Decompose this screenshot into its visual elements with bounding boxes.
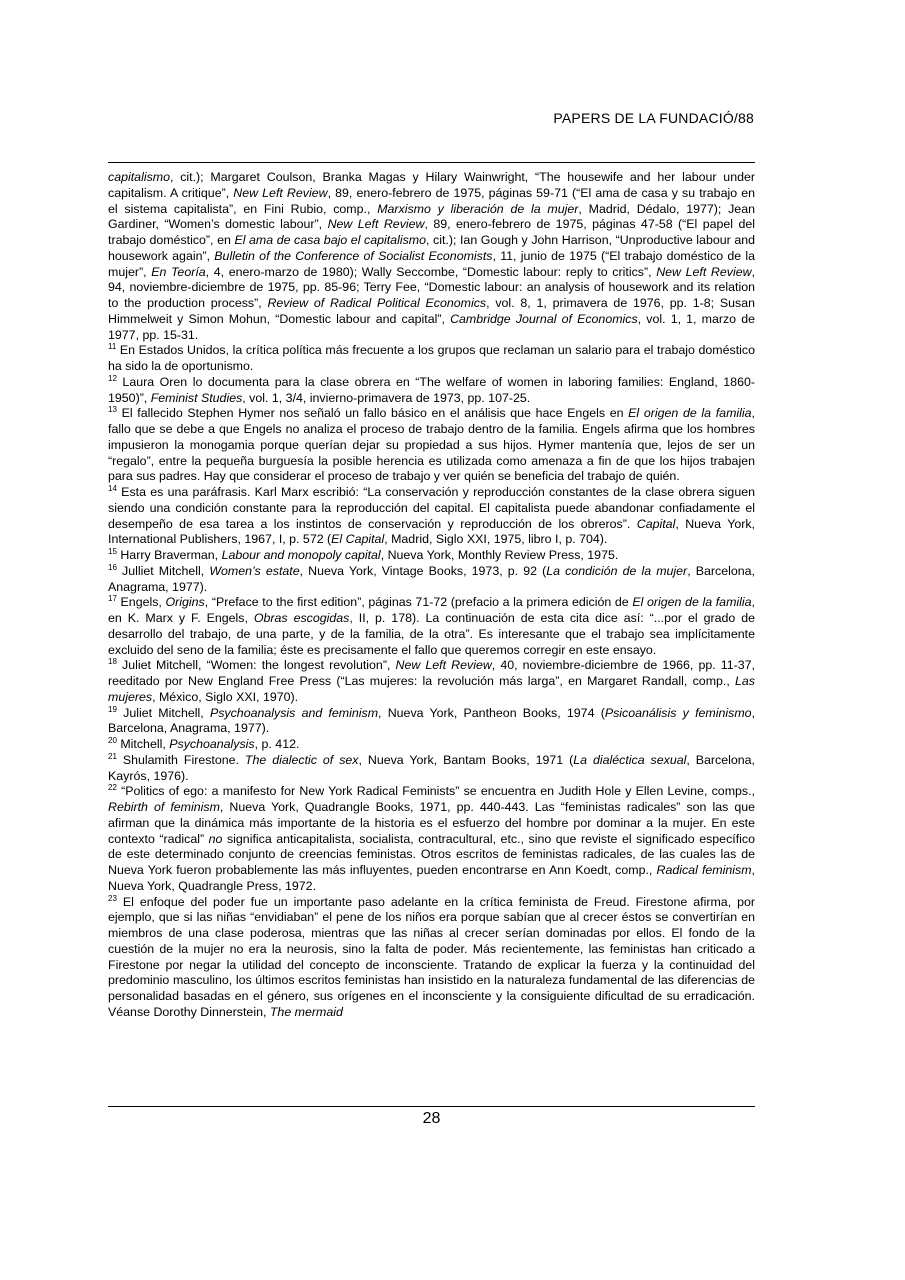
page-number: 28 xyxy=(422,1110,441,1127)
footnote-number: 19 xyxy=(108,704,117,714)
footnote-12 xyxy=(108,375,755,407)
italic-title: Marxismo y liberación de la mujer xyxy=(377,201,579,216)
italic-title: La condición de la mujer xyxy=(546,563,688,578)
footnote-number: 13 xyxy=(108,405,117,415)
italic-title: Radical feminism xyxy=(656,863,752,877)
italic-title: Bulletin of the Conference of Socialist Economists xyxy=(214,248,493,263)
italic-title: Cambridge Journal of Economics xyxy=(450,311,638,326)
footnote-22 xyxy=(108,784,755,894)
footnote-number: 14 xyxy=(108,483,117,493)
footnote-text: , Nueva York, Quadrangle Books, 1971, pp. 440-443. Las “feministas radicales” son las que afirman que la dinámica más importante de la historia es el esfuerzo del hombre por dominar a la mujer. En este contexto “radical” xyxy=(108,800,756,846)
footnote-number: 15 xyxy=(108,546,117,556)
footnote-number: 11 xyxy=(108,342,117,352)
italic-title: The dialectic of sex xyxy=(244,752,359,767)
footnote-21 xyxy=(108,753,755,785)
footnote-text: , 89, enero-febrero de 1975, páginas 59-71 (“El ama de casa y su trabajo en el sistema capitalista”, en Fini Rubio, comp., xyxy=(108,185,756,216)
footnote-number: 16 xyxy=(108,562,117,572)
italic-title: El origen de la familia xyxy=(632,595,752,610)
italic-title: En Teoría xyxy=(151,264,206,279)
footnote-23 xyxy=(108,895,755,1021)
footnote-text: , vol. 8, 1, primavera de 1976, pp. 1-8; Susan Himmelweit y Simon Mohun, “Domestic labour and capital”, xyxy=(108,296,755,326)
italic-title: capitalismo xyxy=(108,170,170,184)
footnote-text: El fallecido Stephen Hymer nos señaló un fallo básico en el análisis que hace Engels en xyxy=(116,406,629,421)
footnote-text: , 89, enero-febrero de 1975, páginas 47-58 (“El papel del trabajo doméstico”, en xyxy=(108,217,755,247)
italic-title: Review of Radical Political Economics xyxy=(267,296,487,310)
italic-title: no xyxy=(208,831,223,846)
footer-rule xyxy=(108,1106,755,1107)
italic-title: New Left Review xyxy=(327,217,425,232)
italic-title: New Left Review xyxy=(395,658,492,673)
footnote-text: El enfoque del poder fue un importante paso adelante en la crítica feminista de Freud. Firestone afirma, por ejemplo, que si las niñas “envidiaban” el pene de los niños era porque sabían que al crecer éstos se convertirían en miembros de una clase poderosa, mientras que las niñas al crecer serían dominadas por ellos. El fondo de la cuestión de la mujer no era la neurosis, sino la falta de poder. Más recientemente, las feministas han criticado a Firestone por negar la utilidad del concepto de inconsciente. Tratando de explicar la fuerza y la continuidad del predominio masculino, los últimos escritos feministas han insistido en la naturaleza fundamental de las diferencias de personalidad basadas en el género, sus orígenes en el inconsciente y la consiguiente dificultad de su erradicación. Véanse Dorothy Dinnerstein, xyxy=(108,894,755,1019)
footnote-text: , 4, enero-marzo de 1980); Wally Seccombe, “Domestic labour: reply to critics”, xyxy=(205,264,657,279)
footnote-text: , II, p. 178). La continuación de esta cita dice así: “...por el grado de desarrollo del trabajo, de una parte, y de la familia, de la otra”. Es interesante que el trabajo sea implícitamente excluido del seno de la familia; éste es precisamente el fallo que queremos corregir en este ensayo. xyxy=(108,611,755,657)
footnote-text: , Madrid, Siglo XXI, 1975, libro I, p. 704). xyxy=(384,532,608,547)
footnote-text: significa anticapitalista, socialista, contracultural, etc., sino que reviste el significado específico de este determinado conjunto de creencias feministas. Otros escritos de feministas radicales, de las cuales las de Nueva York fueron probablemente las más influyentes, pueden encontrarse en Ann Koedt, comp., xyxy=(108,831,755,877)
footnote-text: “Politics of ego: a manifesto for New York Radical Feminists” se encuentra en Judith Hole y Ellen Levine, comps., xyxy=(116,784,755,799)
footnote-text: , cit.); Margaret Coulson, Branka Magas y Hilary Wainwright, “The housewife and her labour under capitalism. A critique”, xyxy=(108,170,755,200)
footnote-text: Juliet Mitchell, xyxy=(116,705,210,720)
italic-title: The mermaid xyxy=(269,1004,343,1019)
footnote-18 xyxy=(108,658,755,705)
footnote-text: , fallo que se debe a que Engels no analiza el proceso de trabajo dentro de la familia. Engels afirma que los hombres impusieron la monogamia porque querían dejar su propiedad a sus hijos. Hymer mantenía que, lejos de ser un “regalo”, entre la pequeña burguesía la posible herencia es utilizada como amenaza a fin de que los hijos trabajen para sus padres. Hay que considerar el proceso de trabajo y ver quién se beneficia del trabajo de quién. xyxy=(108,406,755,484)
footnote-text: , p. 412. xyxy=(254,737,300,751)
footnote-number: 12 xyxy=(108,373,117,383)
footnote-text: , 94, noviembre-diciembre de 1975, pp. 85-96; Terry Fee, “Domestic labour: an analysis of housework and its relation to the production process”, xyxy=(108,264,756,310)
footnote-continuation xyxy=(108,170,755,343)
italic-title: Women’s estate xyxy=(209,563,300,578)
italic-title: Psicoanálisis y feminismo xyxy=(604,705,752,720)
italic-title: Las mujeres xyxy=(108,674,755,704)
italic-title: Psychoanalysis xyxy=(169,737,255,751)
footnote-15 xyxy=(108,548,755,564)
italic-title: Origins xyxy=(165,595,205,610)
italic-title: La dialéctica sexual xyxy=(573,752,687,767)
italic-title: El origen de la familia xyxy=(628,406,752,421)
footnote-text: , cit.); Ian Gough y John Harrison, “Unproductive labour and housework again”, xyxy=(108,233,755,263)
footnote-text: , vol. 1, 1, marzo de 1977, pp. 15-31. xyxy=(108,311,755,342)
footnote-text: , Madrid, Dédalo, 1977); Jean Gardiner, “Women’s domestic labour”, xyxy=(108,201,755,232)
footnote-text: , Nueva York, Vintage Books, 1973, p. 92 ( xyxy=(299,563,547,578)
footnote-text: , vol. 1, 3/4, invierno-primavera de 1973, pp. 107-25. xyxy=(242,390,531,405)
italic-title: Obras escogidas xyxy=(253,611,350,625)
footnote-number: 20 xyxy=(108,735,117,745)
italic-title: Rebirth of feminism xyxy=(108,800,220,814)
footnote-number: 21 xyxy=(108,751,117,761)
footnote-text: , Barcelona, Anagrama, 1977). xyxy=(108,563,755,594)
footnote-text: , Barcelona, Anagrama, 1977). xyxy=(108,705,756,736)
footnote-text: , Nueva York, Monthly Review Press, 1975. xyxy=(380,548,619,562)
footnote-text: Esta es una paráfrasis. Karl Marx escribió: “La conservación y reproducción constantes de la clase obrera siguen siendo una condición constante para la reproducción del capital. El capitalista puede abandonar confiadamente el desempeño de esa tarea a los instintos de conservación y reproducción de los obreros”. xyxy=(108,485,755,531)
footnote-16 xyxy=(108,564,755,596)
footnote-number: 22 xyxy=(108,783,117,793)
footnote-text: Shulamith Firestone. xyxy=(116,752,245,767)
footnote-text: Juliet Mitchell, “Women: the longest revolution”, xyxy=(116,658,396,673)
footnote-text: Mitchell, xyxy=(116,737,170,751)
footnote-text: , Nueva York, Quadrangle Press, 1972. xyxy=(108,863,755,893)
footnote-13 xyxy=(108,406,755,485)
footnote-text: En Estados Unidos, la crítica política más frecuente a los grupos que reclaman un salario para el trabajo doméstico ha sido la de oportunismo. xyxy=(108,343,755,373)
footnote-14 xyxy=(108,485,755,548)
footnote-text: Julliet Mitchell, xyxy=(116,563,210,578)
running-header: PAPERS DE LA FUNDACIÓ/88 xyxy=(553,110,754,126)
footnote-20 xyxy=(108,737,755,753)
italic-title: Psychoanalysis and feminism xyxy=(209,705,379,720)
footnote-text: , en K. Marx y F. Engels, xyxy=(108,595,755,625)
footnote-text: , Barcelona, Kayrós, 1976). xyxy=(108,752,755,783)
footnote-text: , México, Siglo XXI, 1970). xyxy=(152,689,299,704)
footnotes-block xyxy=(108,170,755,1021)
footnote-text: , 11, junio de 1975 (“El trabajo doméstico de la mujer”, xyxy=(108,248,755,279)
footnote-number: 17 xyxy=(108,594,117,604)
footnote-17 xyxy=(108,595,755,658)
header-rule xyxy=(108,162,755,163)
footnote-text: , “Preface to the first edition”, páginas 71-72 (prefacio a la primera edición de xyxy=(204,595,633,610)
italic-title: Feminist Studies xyxy=(150,390,243,405)
footnote-text: , Nueva York, Bantam Books, 1971 ( xyxy=(358,752,574,767)
footnote-number: 23 xyxy=(108,893,117,903)
italic-title: Labour and monopoly capital xyxy=(221,548,381,562)
italic-title: New Left Review xyxy=(656,264,752,279)
italic-title: El ama de casa bajo el capitalismo xyxy=(234,233,426,247)
footnote-text: Engels, xyxy=(116,595,166,610)
footnote-text: Harry Braverman, xyxy=(116,548,222,562)
italic-title: Capital xyxy=(636,516,676,531)
footnote-text: , 40, noviembre-diciembre de 1966, pp. 11-37, reeditado por New England Free Press (“Las mujeres: la revolución más larga”, en Margaret Randall, comp., xyxy=(108,658,755,688)
footnote-19 xyxy=(108,706,755,738)
footnote-text: Laura Oren lo documenta para la clase obrera en “The welfare of women in laboring families: England, 1860-1950)”, xyxy=(108,374,755,405)
footnote-11 xyxy=(108,343,755,375)
footnote-text: , Nueva York, International Publishers, 1967, I, p. 572 ( xyxy=(108,516,755,547)
italic-title: New Left Review xyxy=(233,185,328,200)
footnote-text: , Nueva York, Pantheon Books, 1974 ( xyxy=(378,705,605,720)
italic-title: El Capital xyxy=(331,532,385,547)
footnote-number: 18 xyxy=(108,657,117,667)
